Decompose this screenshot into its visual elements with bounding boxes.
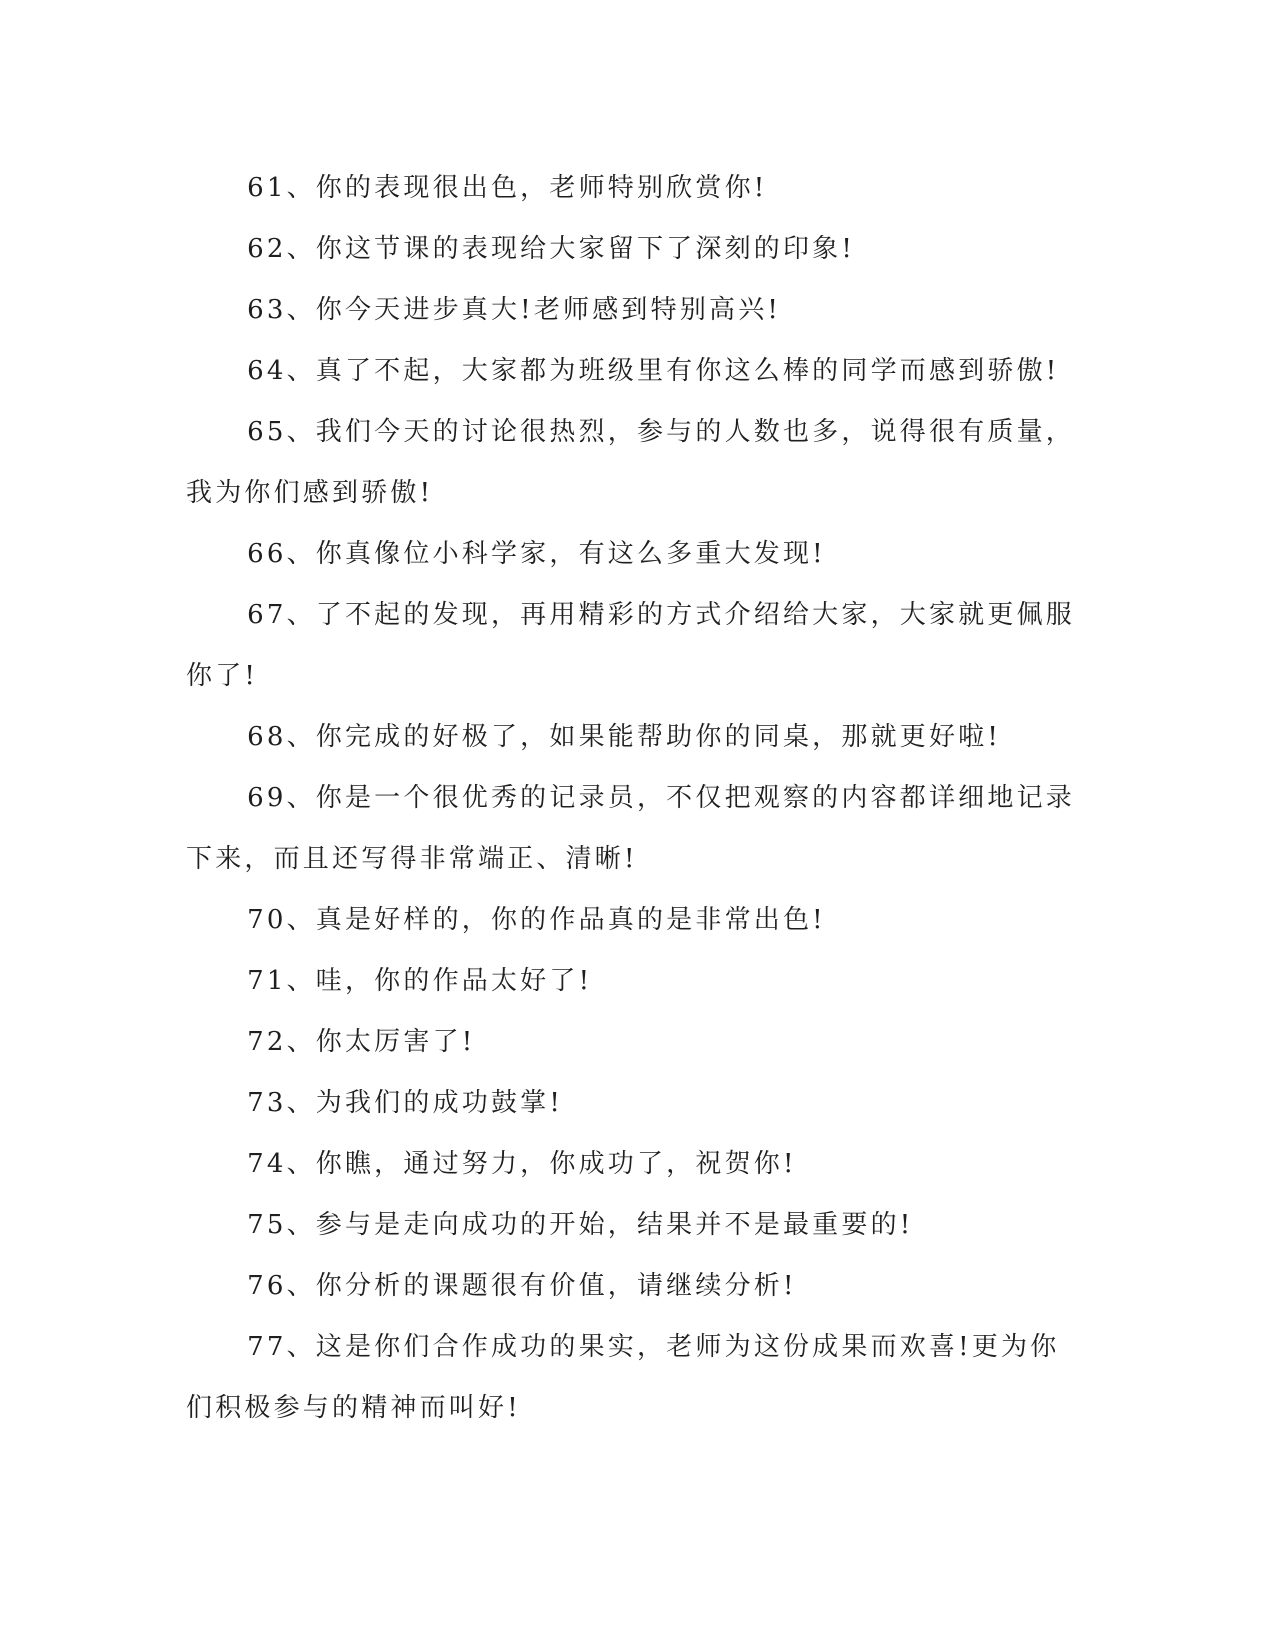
document-body bbox=[186, 158, 1086, 1439]
paragraph-75: 75、参与是走向成功的开始，结果并不是最重要的! bbox=[247, 1210, 914, 1240]
paragraph-62: 62、你这节课的表现给大家留下了深刻的印象! bbox=[247, 234, 856, 264]
paragraph-61: 61、你的表现很出色，老师特别欣赏你! bbox=[247, 173, 768, 203]
paragraph-71: 71、哇，你的作品太好了! bbox=[247, 966, 593, 996]
paragraph-77: 77、这是你们合作成功的果实，老师为这份成果而欢喜!更为你们积极参与的精神而叫好! bbox=[186, 1332, 1060, 1423]
paragraph-70: 70、真是好样的，你的作品真的是非常出色! bbox=[247, 905, 826, 935]
paragraph-63: 63、你今天进步真大!老师感到特别高兴! bbox=[247, 295, 782, 325]
paragraph-65: 65、我们今天的讨论很热烈，参与的人数也多，说得很有质量，我为你们感到骄傲! bbox=[186, 417, 1075, 508]
paragraph-69: 69、你是一个很优秀的记录员，不仅把观察的内容都详细地记录下来，而且还写得非常端正、清晰! bbox=[186, 783, 1075, 874]
paragraph-67: 67、了不起的发现，再用精彩的方式介绍给大家，大家就更佩服你了! bbox=[186, 600, 1075, 691]
paragraph-72: 72、你太厉害了! bbox=[247, 1027, 476, 1057]
paragraph-76: 76、你分析的课题很有价值，请继续分析! bbox=[247, 1271, 797, 1301]
paragraph-73: 73、为我们的成功鼓掌! bbox=[247, 1088, 564, 1118]
paragraph-74: 74、你瞧，通过努力，你成功了，祝贺你! bbox=[247, 1149, 797, 1179]
paragraph-68: 68、你完成的好极了，如果能帮助你的同桌，那就更好啦! bbox=[247, 722, 1002, 752]
paragraph-64: 64、真了不起，大家都为班级里有你这么棒的同学而感到骄傲! bbox=[247, 356, 1060, 386]
paragraph-66: 66、你真像位小科学家，有这么多重大发现! bbox=[247, 539, 826, 569]
